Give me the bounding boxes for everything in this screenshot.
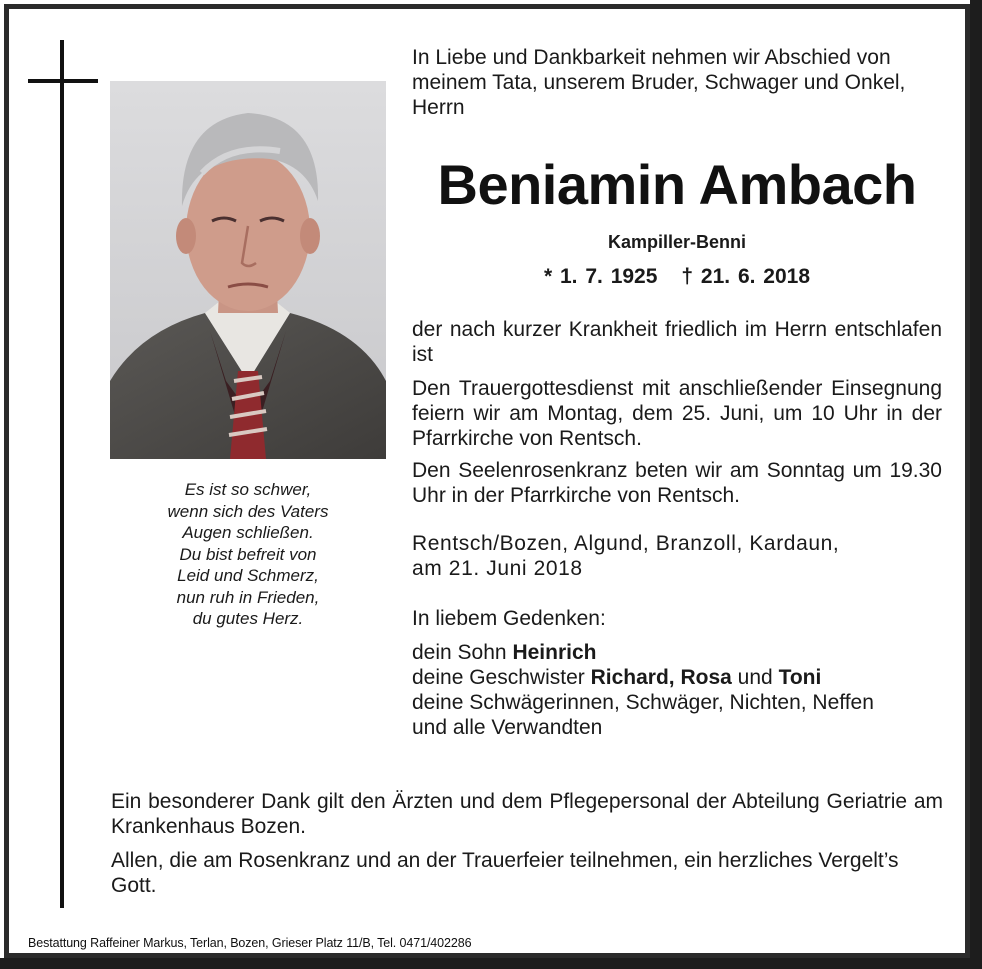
- family-siblings-line: [412, 665, 952, 690]
- places: Rentsch/Bozen, Algund, Branzoll, Kardaun,: [412, 532, 840, 555]
- son-name: Heinrich: [512, 641, 597, 664]
- cross-icon-vertical: [60, 40, 64, 908]
- paragraph-passing: der nach kurzer Krankheit friedlich im Herrn entschlafen ist: [412, 318, 942, 366]
- intro-text: In Liebe und Dankbarkeit nehmen wir Abschied von meinem Tata, unserem Bruder, Schwager und Onkel, Herrn: [412, 46, 906, 119]
- poem-line: Es ist so schwer,: [184, 480, 312, 499]
- siblings-prefix: deine Geschwister: [412, 666, 585, 689]
- poem-line: du gutes Herz.: [192, 609, 304, 628]
- poem-verse: [140, 479, 356, 630]
- frame-edge-bottom: [0, 958, 982, 969]
- poem-line: Leid und Schmerz,: [177, 566, 319, 585]
- in-memory-heading: In liebem Gedenken:: [412, 607, 606, 630]
- paragraph-funeral-service: Den Trauergottesdienst mit anschließender Einsegnung feiern wir am Montag, dem 25. Juni, um 10 Uhr in der Pfarrkirche von Rentsch.: [412, 377, 942, 450]
- family-inlaws-line: deine Schwägerinnen, Schwäger, Nichten, Neffen: [412, 691, 874, 714]
- birth-date: * 1. 7. 1925: [543, 265, 658, 288]
- frame-edge-right: [970, 0, 982, 969]
- sibling-name: Richard,: [590, 666, 675, 689]
- and-word: und: [737, 666, 773, 689]
- portrait-photo: [110, 81, 386, 459]
- funeral-home-footer: Bestattung Raffeiner Markus, Terlan, Bozen, Grieser Platz 11/B, Tel. 0471/402286: [28, 936, 472, 950]
- place-date: am 21. Juni 2018: [412, 557, 583, 580]
- son-prefix: dein Sohn: [412, 641, 507, 664]
- deceased-name: Beniamin Ambach: [437, 153, 917, 216]
- family-relatives-line: und alle Verwandten: [412, 716, 603, 739]
- death-date: † 21. 6. 2018: [681, 265, 811, 288]
- nickname: Kampiller-Benni: [607, 232, 747, 252]
- poem-line: Augen schließen.: [182, 523, 314, 542]
- place-line: [412, 531, 942, 581]
- family-son-line: [412, 640, 952, 665]
- poem-line: wenn sich des Vaters: [167, 501, 329, 521]
- sibling-name: Rosa: [680, 666, 732, 689]
- portrait-image: [110, 81, 386, 459]
- paragraph-rosary: Den Seelenrosenkranz beten wir am Sonntag um 19.30 Uhr in der Pfarrkirche von Rentsch.: [412, 459, 942, 507]
- family-list: [412, 640, 952, 740]
- cross-icon-horizontal: [28, 79, 98, 83]
- thanks-attendees: Allen, die am Rosenkranz und an der Trauerfeier teilnehmen, ein herzliches Vergelt’s Gott.: [111, 849, 899, 897]
- poem-line: Du bist befreit von: [179, 544, 317, 564]
- sibling-name: Toni: [778, 666, 822, 689]
- poem-line: nun ruh in Frieden,: [176, 587, 320, 607]
- thanks-medical-staff: Ein besonderer Dank gilt den Ärzten und dem Pflegepersonal der Abteilung Geriatrie am Krankenhaus Bozen.: [111, 790, 943, 838]
- life-dates: [412, 265, 942, 289]
